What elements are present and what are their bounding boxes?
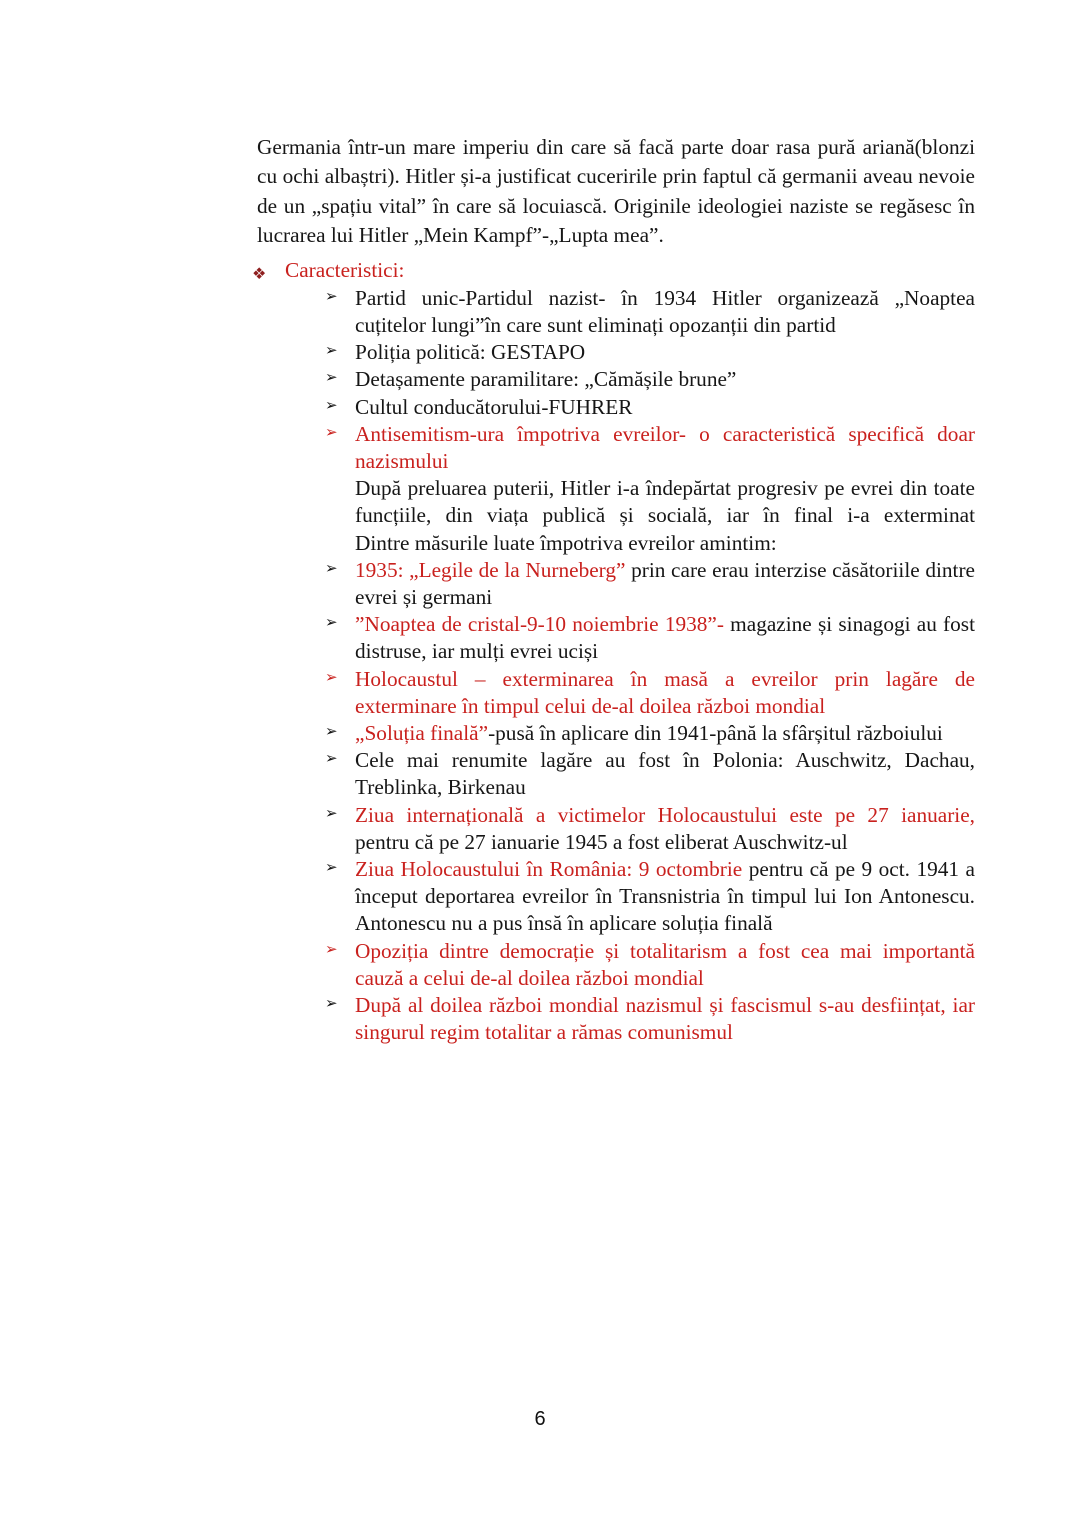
arrow-bullet-icon: ➢	[325, 613, 338, 632]
list-item	[257, 992, 975, 1046]
text-segment: 1935: „Legile de la Nurneberg”	[355, 557, 632, 582]
list-item	[257, 366, 975, 393]
text-segment: -pusă în aplicare din 1941-până la sfârșitul războiului	[488, 720, 943, 745]
arrow-bullet-icon: ➢	[325, 395, 338, 414]
text-segment: Dintre măsurile luate împotriva evreilor amintim:	[355, 530, 777, 555]
text-segment: „Soluția finală”	[355, 720, 489, 745]
text-segment: Holocaustul – exterminarea în masă a evreilor prin lagăre de exterminare în timpul celui de-al doilea război mondial	[355, 666, 975, 718]
section-title: Caracteristici:	[285, 258, 405, 283]
text-segment: Ziua Holocaustului în România: 9 octombrie	[355, 856, 749, 881]
intro-paragraph: Germania într-un mare imperiu din care să facă parte doar rasa pură ariană(blonzi cu ochi albaștri). Hitler și-a justificat cuceririle prin faptul că germanii aveau nevoie de un „spațiu vital” în care să locuiască. Originile ideologiei naziste se regăsesc în lucrarea lui Hitler „Mein Kampf”-„Lupta mea”.	[257, 135, 975, 247]
arrow-bullet-icon: ➢	[325, 721, 338, 740]
continuation-paragraph	[257, 530, 975, 557]
text-segment: Ziua internațională a victimelor Holocaustului este pe 27 ianuarie,	[355, 802, 975, 827]
list-item	[257, 339, 975, 366]
arrow-bullet-icon: ➢	[325, 749, 338, 768]
document-text-block	[252, 133, 975, 1046]
arrow-bullet-icon: ➢	[325, 667, 338, 686]
characteristics-list	[257, 285, 975, 1047]
diamond-bullet-icon: ❖	[252, 264, 267, 284]
arrow-bullet-icon: ➢	[325, 558, 338, 577]
list-item	[257, 856, 975, 938]
list-item	[257, 285, 975, 339]
list-item	[257, 938, 975, 992]
section-heading	[252, 257, 975, 285]
text-segment: După preluarea puterii, Hitler i-a îndepărtat progresiv pe evrei din toate funcțiile, din viața publică și socială, iar în final i-a exterminat	[355, 476, 975, 528]
list-item	[257, 747, 975, 801]
list-item	[257, 394, 975, 421]
arrow-bullet-icon: ➢	[325, 341, 338, 360]
list-item	[257, 802, 975, 856]
arrow-bullet-icon: ➢	[325, 422, 338, 441]
text-segment: După al doilea război mondial nazismul și fascismul s-au desființat, iar singurul regim totalitar a rămas comunismul	[355, 992, 975, 1045]
list-item	[257, 666, 975, 720]
arrow-bullet-icon: ➢	[325, 803, 338, 822]
text-segment: Detașamente paramilitare: „Cămășile brune”	[355, 367, 737, 392]
page-number: 6	[534, 1408, 546, 1430]
list-item	[257, 421, 975, 475]
arrow-bullet-icon: ➢	[325, 993, 338, 1012]
text-segment: Opoziția dintre democrație și totalitarism a fost cea mai importantă cauză a celui de-al doilea război mondial	[355, 938, 975, 990]
arrow-bullet-icon: ➢	[325, 286, 338, 305]
text-segment: Poliția politică: GESTAPO	[355, 340, 586, 365]
text-segment: pentru că pe 9 oct. 1941 a început deportarea evreilor în Transnistria în timpul lui Ion Antonescu. Antonescu nu a pus însă în aplicare soluția finală	[355, 856, 975, 936]
text-segment: Antisemitism-ura împotriva evreilor- o caracteristică specifică doar nazismului	[355, 421, 975, 473]
text-segment: ”Noaptea de cristal-9-10 noiembrie 1938”-	[355, 612, 731, 637]
text-segment: magazine și sinagogi au fost distruse, iar mulți evrei uciși	[355, 612, 975, 664]
arrow-bullet-icon: ➢	[325, 939, 338, 958]
text-segment: pentru că pe 27 ianuarie 1945 a fost eliberat Auschwitz-ul	[355, 829, 848, 854]
continuation-paragraph	[257, 475, 975, 529]
arrow-bullet-icon: ➢	[325, 857, 338, 876]
text-segment: prin care erau interzise căsătoriile dintre evrei și germani	[355, 557, 975, 609]
list-item	[257, 611, 975, 665]
arrow-bullet-icon: ➢	[325, 368, 338, 387]
text-segment: Cultul conducătorului-FUHRER	[355, 394, 633, 419]
text-segment: Cele mai renumite lagăre au fost în Polonia: Auschwitz, Dachau, Treblinka, Birkenau	[355, 748, 975, 800]
list-item	[257, 557, 975, 611]
list-item	[257, 720, 975, 747]
text-segment: Partid unic-Partidul nazist- în 1934 Hitler organizează „Noaptea cuțitelor lungi”în care sunt eliminați opozanții din partid	[355, 285, 975, 337]
